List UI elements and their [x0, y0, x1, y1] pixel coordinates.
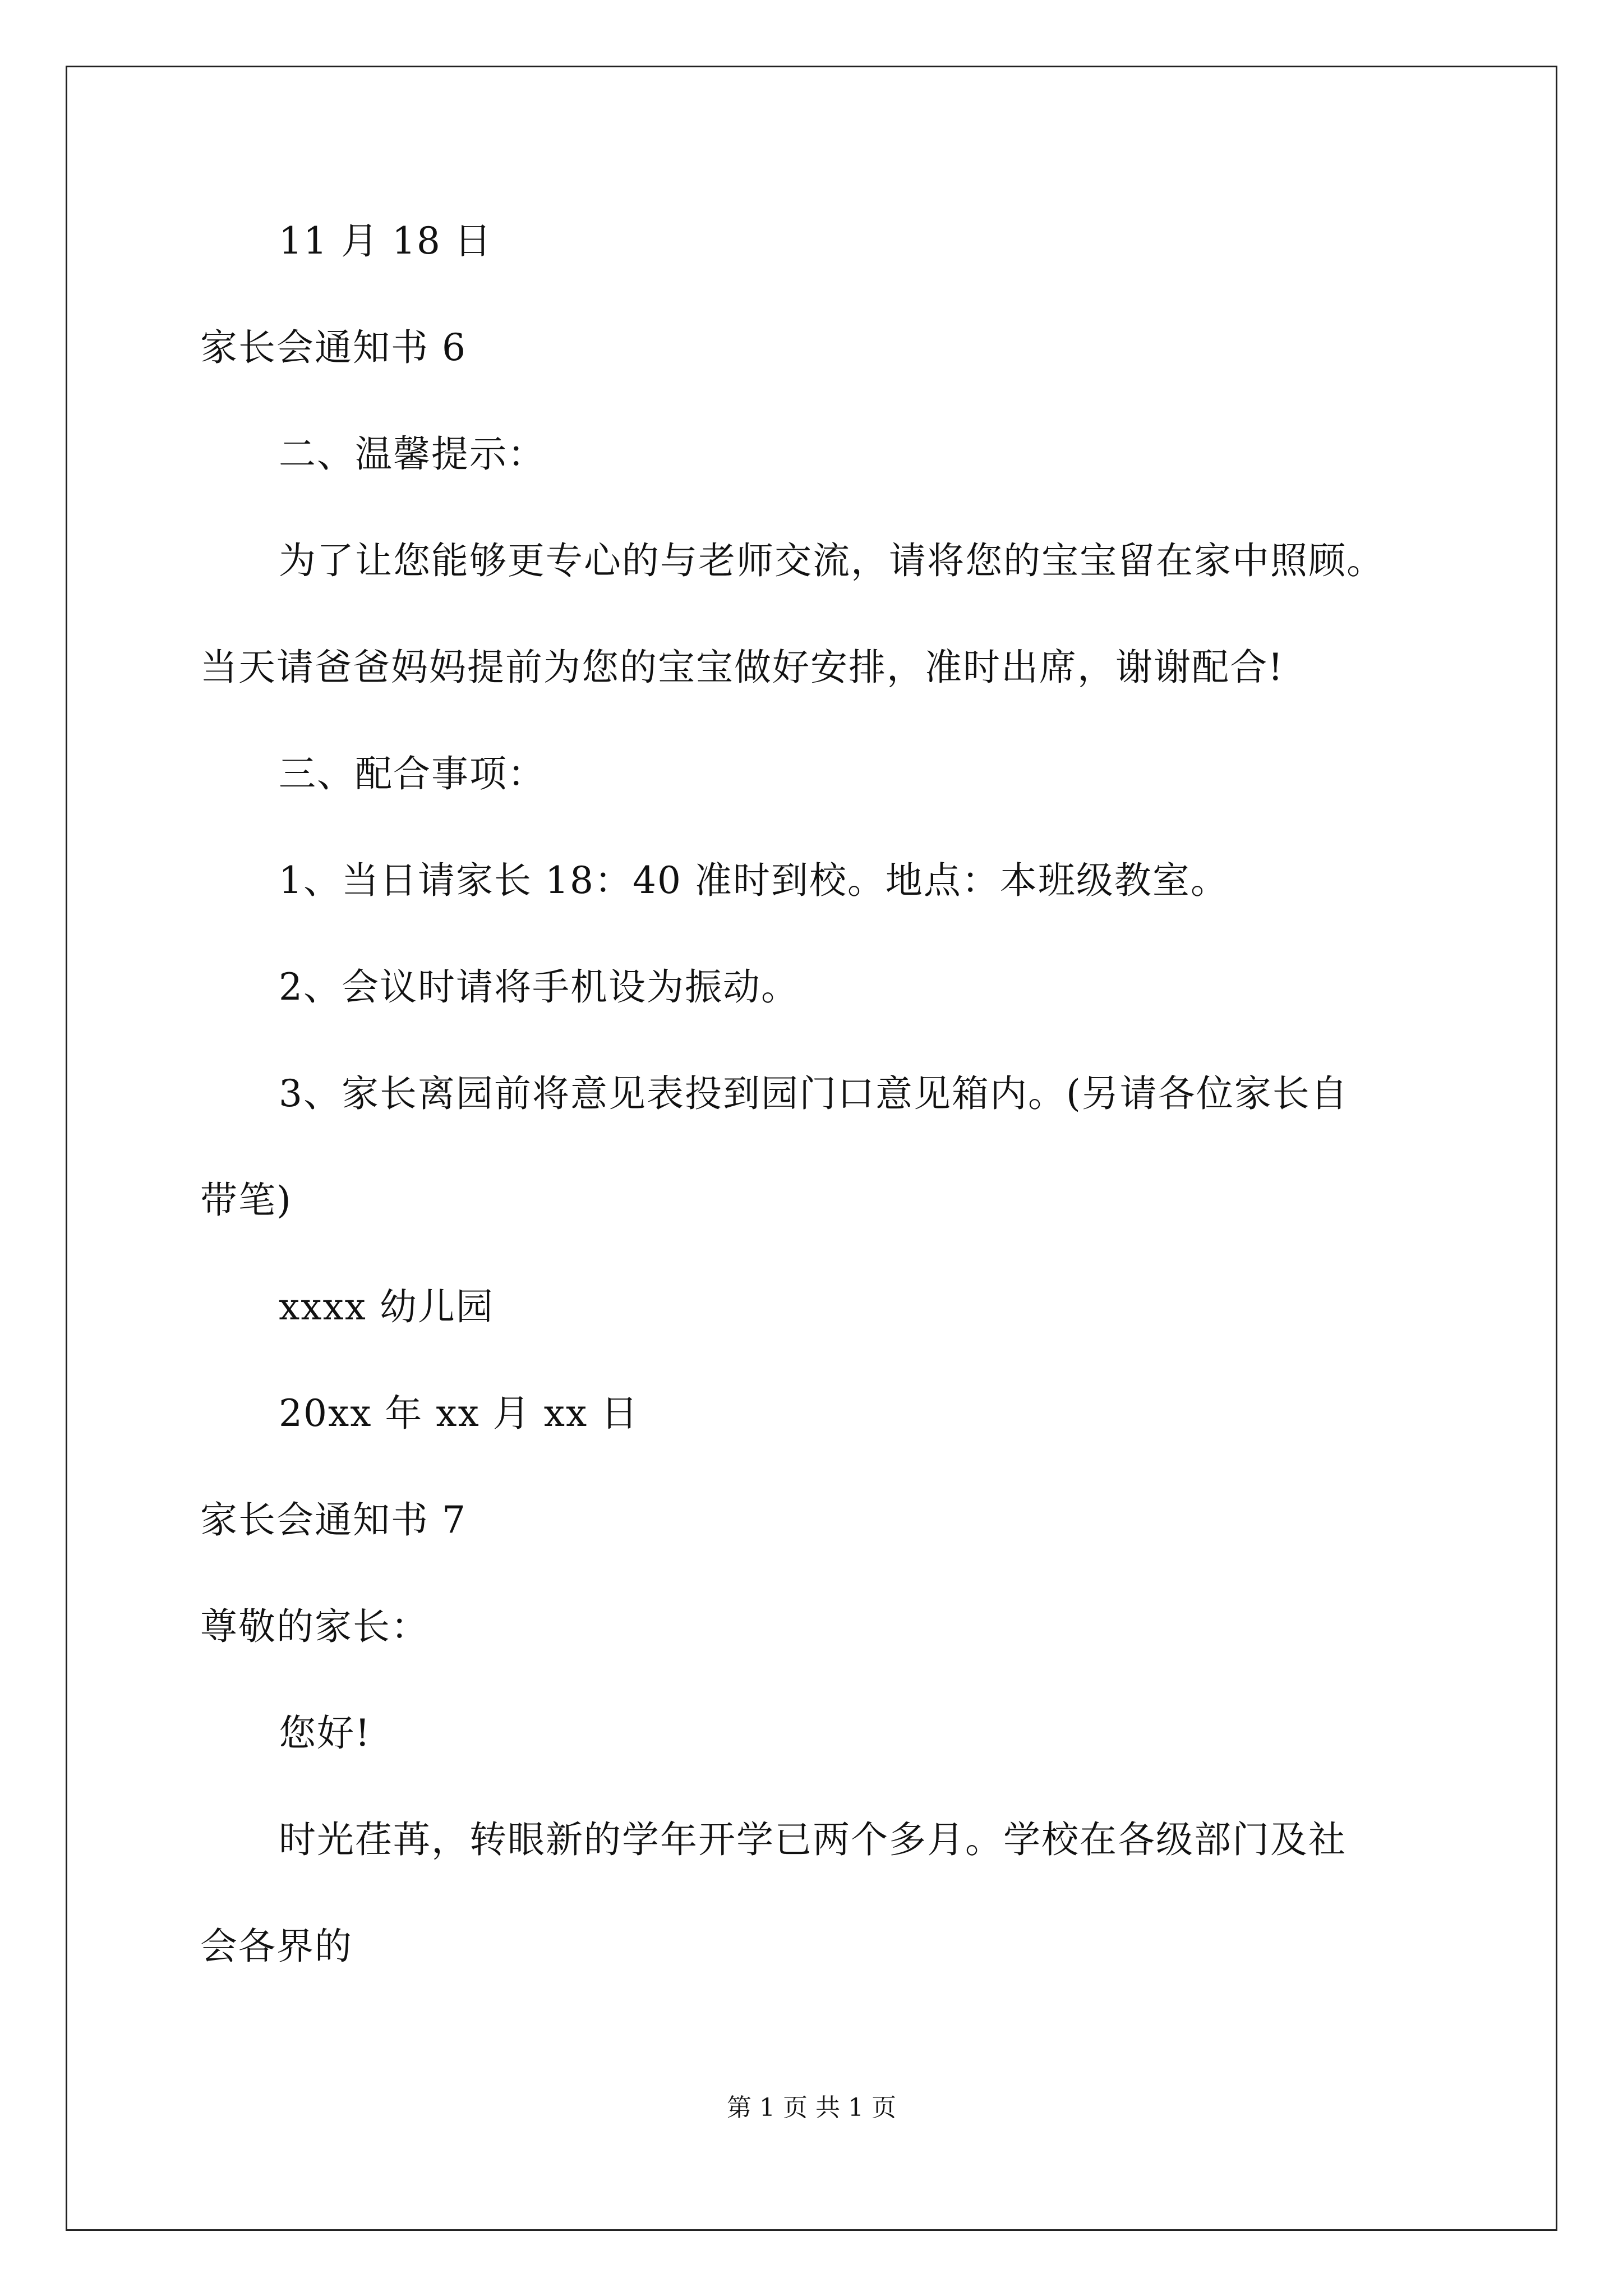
- date-line: 11 月 18 日: [279, 219, 492, 263]
- page-number-footer: 第 1 页 共 1 页: [727, 2093, 896, 2122]
- document-body: [200, 219, 1440, 2031]
- list-item: 2、会议时请将手机设为振动。: [279, 965, 799, 1009]
- signature-organization: xxxx 幼儿园: [279, 1285, 494, 1328]
- signature-date: 20xx 年 xx 月 xx 日: [279, 1392, 639, 1435]
- paragraph-line: 当天请爸爸妈妈提前为您的宝宝做好安排，准时出席，谢谢配合!: [200, 646, 1284, 689]
- section-heading-notice-7: 家长会通知书 7: [200, 1498, 467, 1542]
- salutation: 尊敬的家长：: [200, 1605, 429, 1648]
- greeting: 您好!: [279, 1711, 371, 1755]
- paragraph-line: 时光荏苒，转眼新的学年开学已两个多月。学校在各级部门及社: [279, 1818, 1347, 1861]
- paragraph-line: 会各界的: [200, 1925, 353, 1968]
- section-heading-notice-6: 家长会通知书 6: [200, 326, 467, 369]
- subheading-cooperation-items: 三、配合事项：: [279, 752, 546, 795]
- paragraph-line: 为了让您能够更专心的与老师交流，请将您的宝宝留在家中照顾。: [279, 539, 1385, 582]
- list-item: 1、当日请家长 18：40 准时到校。地点：本班级教室。: [279, 859, 1229, 902]
- list-item-continuation: 带笔): [200, 1179, 292, 1222]
- subheading-warm-tips: 二、温馨提示：: [279, 432, 546, 476]
- list-item: 3、家长离园前将意见表投到园门口意见箱内。(另请各位家长自: [279, 1072, 1349, 1115]
